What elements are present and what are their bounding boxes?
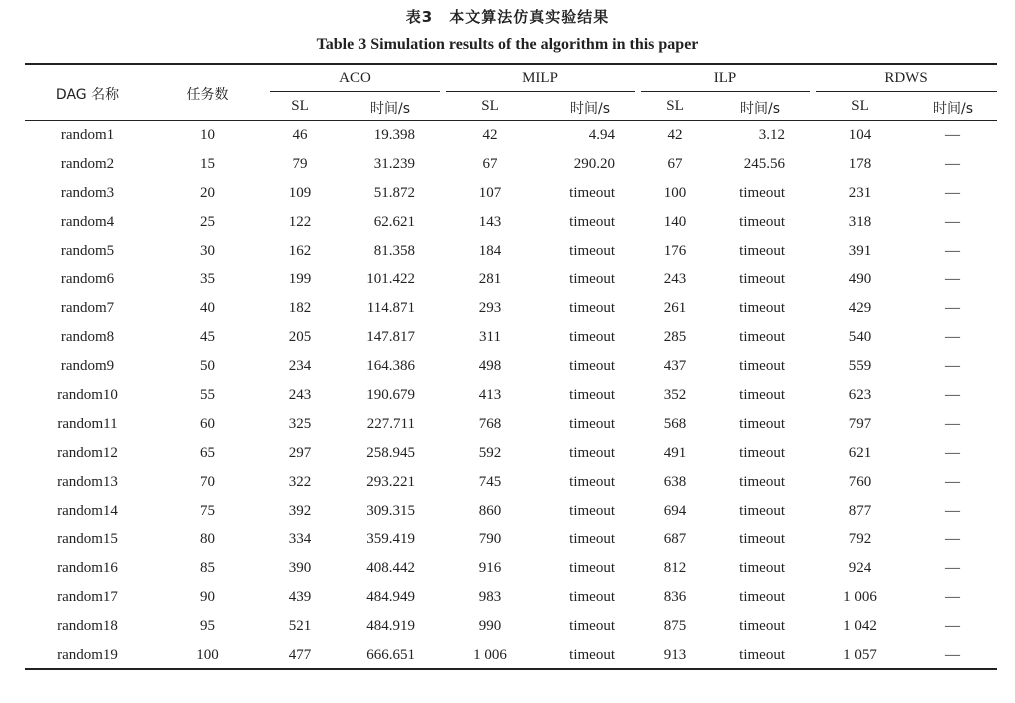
task-count-cell: 80: [200, 531, 215, 548]
ilp-sl-cell: 568: [663, 415, 687, 432]
milp-sl-cell: 1 006: [473, 647, 507, 664]
milp-time-cell: timeout: [569, 589, 615, 606]
rdws-time-cell: —: [945, 502, 960, 519]
aco-time-cell: 51.872: [373, 184, 415, 201]
ilp-sl-cell: 42: [667, 127, 683, 143]
table-caption-chinese: 表3 本文算法仿真实验结果: [405, 8, 610, 26]
rdws-time-cell: —: [945, 531, 960, 548]
rdws-sl-cell: 760: [848, 473, 872, 490]
dag-name-cell: random4: [60, 213, 115, 230]
rdws-time-cell: —: [945, 213, 960, 230]
dag-name-cell: random15: [57, 531, 118, 548]
aco-time-cell: 227.711: [366, 415, 415, 432]
rdws-sl-cell: 540: [848, 329, 872, 346]
rdws-sl-cell: 559: [848, 358, 872, 375]
table-row: [0, 179, 1015, 208]
rdws-sl-cell: 792: [848, 531, 872, 548]
aco-sl-cell: 390: [288, 560, 312, 577]
ilp-time-cell: timeout: [739, 502, 785, 519]
ilp-time-cell: timeout: [739, 300, 785, 317]
table-bottom-rule: [25, 668, 997, 670]
rdws-time-cell: —: [945, 329, 960, 346]
milp-time-cell: timeout: [569, 618, 615, 635]
table-row: [0, 323, 1015, 352]
aco-sl-cell: 439: [288, 589, 312, 606]
table-row: [0, 352, 1015, 381]
milp-time-cell: timeout: [569, 300, 615, 317]
header-group-rdws: RDWS: [884, 70, 928, 86]
aco-sl-cell: 205: [288, 329, 312, 346]
ilp-group-rule: [641, 91, 810, 92]
aco-sl-cell: 109: [288, 184, 312, 201]
milp-time-cell: timeout: [569, 531, 615, 548]
ilp-time-cell: 245.56: [743, 155, 785, 172]
ilp-time-cell: timeout: [739, 271, 785, 288]
header-group-ilp: ILP: [713, 70, 737, 86]
milp-time-cell: timeout: [569, 473, 615, 490]
table-row: [0, 468, 1015, 497]
rdws-sl-cell: 1 057: [843, 647, 877, 664]
dag-name-cell: random16: [57, 560, 118, 577]
aco-time-cell: 309.315: [366, 502, 415, 519]
table-caption-english: Table 3 Simulation results of the algorithm in this paper: [316, 36, 699, 53]
ilp-time-cell: timeout: [739, 560, 785, 577]
task-count-cell: 35: [200, 271, 215, 288]
header-group-aco: ACO: [339, 70, 371, 86]
rdws-sl-cell: 490: [848, 271, 872, 288]
aco-time-cell: 31.239: [373, 155, 415, 172]
ilp-sl-cell: 285: [663, 329, 687, 346]
table-body: [0, 121, 1015, 670]
milp-time-cell: timeout: [569, 184, 615, 201]
ilp-sl-cell: 812: [663, 560, 687, 577]
ilp-sl-cell: 875: [663, 618, 687, 635]
header-aco-sl: SL: [291, 98, 309, 114]
aco-group-rule: [270, 91, 440, 92]
milp-sl-cell: 281: [478, 271, 502, 288]
ilp-sl-cell: 687: [663, 531, 687, 548]
dag-name-cell: random17: [57, 589, 118, 606]
milp-sl-cell: 990: [478, 618, 502, 635]
ilp-time-cell: timeout: [739, 473, 785, 490]
header-group-milp: MILP: [522, 70, 558, 86]
dag-name-cell: random3: [60, 184, 115, 201]
task-count-cell: 70: [200, 473, 215, 490]
rdws-time-cell: —: [945, 242, 960, 259]
dag-name-cell: random5: [60, 242, 115, 259]
table-row: [0, 583, 1015, 612]
ilp-time-cell: timeout: [739, 531, 785, 548]
milp-time-cell: 4.94: [588, 127, 615, 143]
milp-sl-cell: 498: [478, 358, 502, 375]
milp-time-cell: timeout: [569, 444, 615, 461]
ilp-time-cell: timeout: [739, 387, 785, 404]
ilp-sl-cell: 836: [663, 589, 687, 606]
header-aco-time: 时间/s: [369, 101, 410, 117]
table-row: [0, 294, 1015, 323]
aco-time-cell: 666.651: [366, 647, 415, 664]
ilp-sl-cell: 100: [663, 184, 687, 201]
dag-name-cell: random10: [57, 387, 118, 404]
task-count-cell: 10: [200, 127, 215, 143]
dag-name-cell: random2: [60, 155, 115, 172]
task-count-cell: 100: [196, 647, 219, 664]
header-dag-name: DAG 名称: [55, 87, 120, 103]
ilp-time-cell: timeout: [739, 329, 785, 346]
aco-time-cell: 164.386: [366, 358, 415, 375]
aco-time-cell: 62.621: [373, 213, 415, 230]
rdws-sl-cell: 178: [848, 155, 872, 172]
task-count-cell: 50: [200, 358, 215, 375]
ilp-time-cell: timeout: [739, 647, 785, 664]
table-row: [0, 121, 1015, 150]
aco-time-cell: 408.442: [366, 560, 415, 577]
aco-time-cell: 258.945: [366, 444, 415, 461]
milp-sl-cell: 745: [478, 473, 502, 490]
dag-name-cell: random18: [57, 618, 118, 635]
aco-time-cell: 101.422: [366, 271, 415, 288]
rdws-time-cell: —: [945, 300, 960, 317]
rdws-time-cell: —: [945, 387, 960, 404]
rdws-time-cell: —: [945, 647, 960, 664]
ilp-sl-cell: 140: [663, 213, 687, 230]
milp-time-cell: timeout: [569, 387, 615, 404]
aco-sl-cell: 392: [288, 502, 312, 519]
table-row: [0, 497, 1015, 526]
aco-sl-cell: 234: [288, 358, 312, 375]
table-row: [0, 410, 1015, 439]
rdws-time-cell: —: [945, 358, 960, 375]
ilp-sl-cell: 67: [667, 155, 683, 172]
milp-group-rule: [446, 91, 635, 92]
table-row: [0, 554, 1015, 583]
ilp-time-cell: 3.12: [758, 127, 785, 143]
ilp-time-cell: timeout: [739, 618, 785, 635]
header-rdws-sl: SL: [851, 98, 869, 114]
aco-time-cell: 147.817: [366, 329, 415, 346]
aco-sl-cell: 182: [288, 300, 312, 317]
milp-sl-cell: 293: [478, 300, 502, 317]
task-count-cell: 30: [200, 242, 215, 259]
task-count-cell: 85: [200, 560, 215, 577]
dag-name-cell: random12: [57, 444, 118, 461]
table-top-rule: [25, 63, 997, 65]
rdws-time-cell: —: [945, 589, 960, 606]
rdws-time-cell: —: [945, 618, 960, 635]
rdws-sl-cell: 623: [848, 387, 872, 404]
milp-sl-cell: 768: [478, 415, 502, 432]
dag-name-cell: random11: [57, 415, 118, 432]
milp-sl-cell: 413: [478, 387, 502, 404]
milp-sl-cell: 790: [478, 531, 502, 548]
header-ilp-sl: SL: [666, 98, 684, 114]
dag-name-cell: random13: [57, 473, 118, 490]
milp-sl-cell: 860: [478, 502, 502, 519]
ilp-time-cell: timeout: [739, 444, 785, 461]
aco-sl-cell: 122: [288, 213, 312, 230]
rdws-group-rule: [816, 91, 997, 92]
rdws-sl-cell: 1 042: [843, 618, 877, 635]
dag-name-cell: random1: [60, 127, 115, 143]
milp-sl-cell: 916: [478, 560, 502, 577]
milp-time-cell: timeout: [569, 271, 615, 288]
dag-name-cell: random6: [60, 271, 115, 288]
milp-time-cell: timeout: [569, 242, 615, 259]
task-count-cell: 90: [200, 589, 215, 606]
aco-time-cell: 359.419: [366, 531, 415, 548]
task-count-cell: 25: [200, 213, 215, 230]
milp-time-cell: timeout: [569, 502, 615, 519]
table-row: [0, 439, 1015, 468]
aco-sl-cell: 162: [288, 242, 312, 259]
dag-name-cell: random19: [57, 647, 118, 664]
milp-sl-cell: 983: [478, 589, 502, 606]
aco-sl-cell: 297: [288, 444, 312, 461]
task-count-cell: 75: [200, 502, 215, 519]
header-tasks: 任务数: [186, 87, 229, 103]
milp-sl-cell: 184: [478, 242, 502, 259]
aco-time-cell: 190.679: [366, 387, 415, 404]
dag-name-cell: random7: [60, 300, 115, 317]
milp-time-cell: timeout: [569, 647, 615, 664]
milp-sl-cell: 143: [478, 213, 502, 230]
rdws-time-cell: —: [945, 271, 960, 288]
ilp-time-cell: timeout: [739, 415, 785, 432]
rdws-time-cell: —: [945, 560, 960, 577]
table-row: [0, 641, 1015, 670]
table-row: [0, 150, 1015, 179]
aco-sl-cell: 334: [288, 531, 312, 548]
header-rdws-time: 时间/s: [932, 101, 973, 117]
aco-sl-cell: 199: [288, 271, 312, 288]
rdws-sl-cell: 104: [848, 127, 872, 143]
ilp-sl-cell: 261: [663, 300, 687, 317]
milp-sl-cell: 107: [478, 184, 502, 201]
rdws-sl-cell: 391: [848, 242, 872, 259]
ilp-sl-cell: 176: [663, 242, 687, 259]
rdws-sl-cell: 621: [848, 444, 872, 461]
aco-time-cell: 81.358: [373, 242, 415, 259]
task-count-cell: 20: [200, 184, 215, 201]
aco-time-cell: 114.871: [366, 300, 415, 317]
milp-sl-cell: 42: [482, 127, 498, 143]
milp-time-cell: timeout: [569, 560, 615, 577]
dag-name-cell: random9: [60, 358, 115, 375]
ilp-time-cell: timeout: [739, 184, 785, 201]
milp-time-cell: timeout: [569, 358, 615, 375]
milp-sl-cell: 592: [478, 444, 502, 461]
header-milp-sl: SL: [481, 98, 499, 114]
aco-time-cell: 484.949: [366, 589, 415, 606]
aco-time-cell: 19.398: [373, 127, 415, 143]
dag-name-cell: random14: [57, 502, 118, 519]
ilp-sl-cell: 491: [663, 444, 687, 461]
ilp-time-cell: timeout: [739, 358, 785, 375]
rdws-time-cell: —: [945, 155, 960, 172]
milp-time-cell: timeout: [569, 329, 615, 346]
rdws-time-cell: —: [945, 473, 960, 490]
header-milp-time: 时间/s: [569, 101, 610, 117]
dag-name-cell: random8: [60, 329, 115, 346]
ilp-time-cell: timeout: [739, 213, 785, 230]
ilp-sl-cell: 437: [663, 358, 687, 375]
task-count-cell: 40: [200, 300, 215, 317]
ilp-sl-cell: 913: [663, 647, 687, 664]
rdws-time-cell: —: [945, 127, 960, 143]
aco-sl-cell: 322: [288, 473, 312, 490]
table-row: [0, 237, 1015, 266]
rdws-time-cell: —: [945, 444, 960, 461]
task-count-cell: 65: [200, 444, 215, 461]
task-count-cell: 95: [200, 618, 215, 635]
milp-time-cell: 290.20: [573, 155, 615, 172]
ilp-time-cell: timeout: [739, 589, 785, 606]
task-count-cell: 55: [200, 387, 215, 404]
rdws-time-cell: —: [945, 184, 960, 201]
ilp-sl-cell: 638: [663, 473, 687, 490]
rdws-sl-cell: 797: [848, 415, 872, 432]
aco-time-cell: 484.919: [366, 618, 415, 635]
aco-sl-cell: 243: [288, 387, 312, 404]
task-count-cell: 15: [200, 155, 215, 172]
table-row: [0, 525, 1015, 554]
aco-time-cell: 293.221: [366, 473, 415, 490]
table-row: [0, 265, 1015, 294]
rdws-sl-cell: 924: [848, 560, 872, 577]
task-count-cell: 45: [200, 329, 215, 346]
ilp-time-cell: timeout: [739, 242, 785, 259]
rdws-time-cell: —: [945, 415, 960, 432]
table-row: [0, 612, 1015, 641]
milp-time-cell: timeout: [569, 213, 615, 230]
rdws-sl-cell: 429: [848, 300, 872, 317]
milp-time-cell: timeout: [569, 415, 615, 432]
aco-sl-cell: 325: [288, 415, 312, 432]
milp-sl-cell: 67: [482, 155, 498, 172]
rdws-sl-cell: 877: [848, 502, 872, 519]
rdws-sl-cell: 318: [848, 213, 872, 230]
rdws-sl-cell: 231: [848, 184, 872, 201]
aco-sl-cell: 46: [292, 127, 308, 143]
ilp-sl-cell: 694: [663, 502, 687, 519]
ilp-sl-cell: 243: [663, 271, 687, 288]
table-row: [0, 208, 1015, 237]
aco-sl-cell: 521: [288, 618, 312, 635]
ilp-sl-cell: 352: [663, 387, 687, 404]
table-row: [0, 381, 1015, 410]
task-count-cell: 60: [200, 415, 215, 432]
rdws-sl-cell: 1 006: [843, 589, 877, 606]
aco-sl-cell: 79: [292, 155, 308, 172]
milp-sl-cell: 311: [479, 329, 501, 346]
header-ilp-time: 时间/s: [739, 101, 780, 117]
aco-sl-cell: 477: [288, 647, 312, 664]
